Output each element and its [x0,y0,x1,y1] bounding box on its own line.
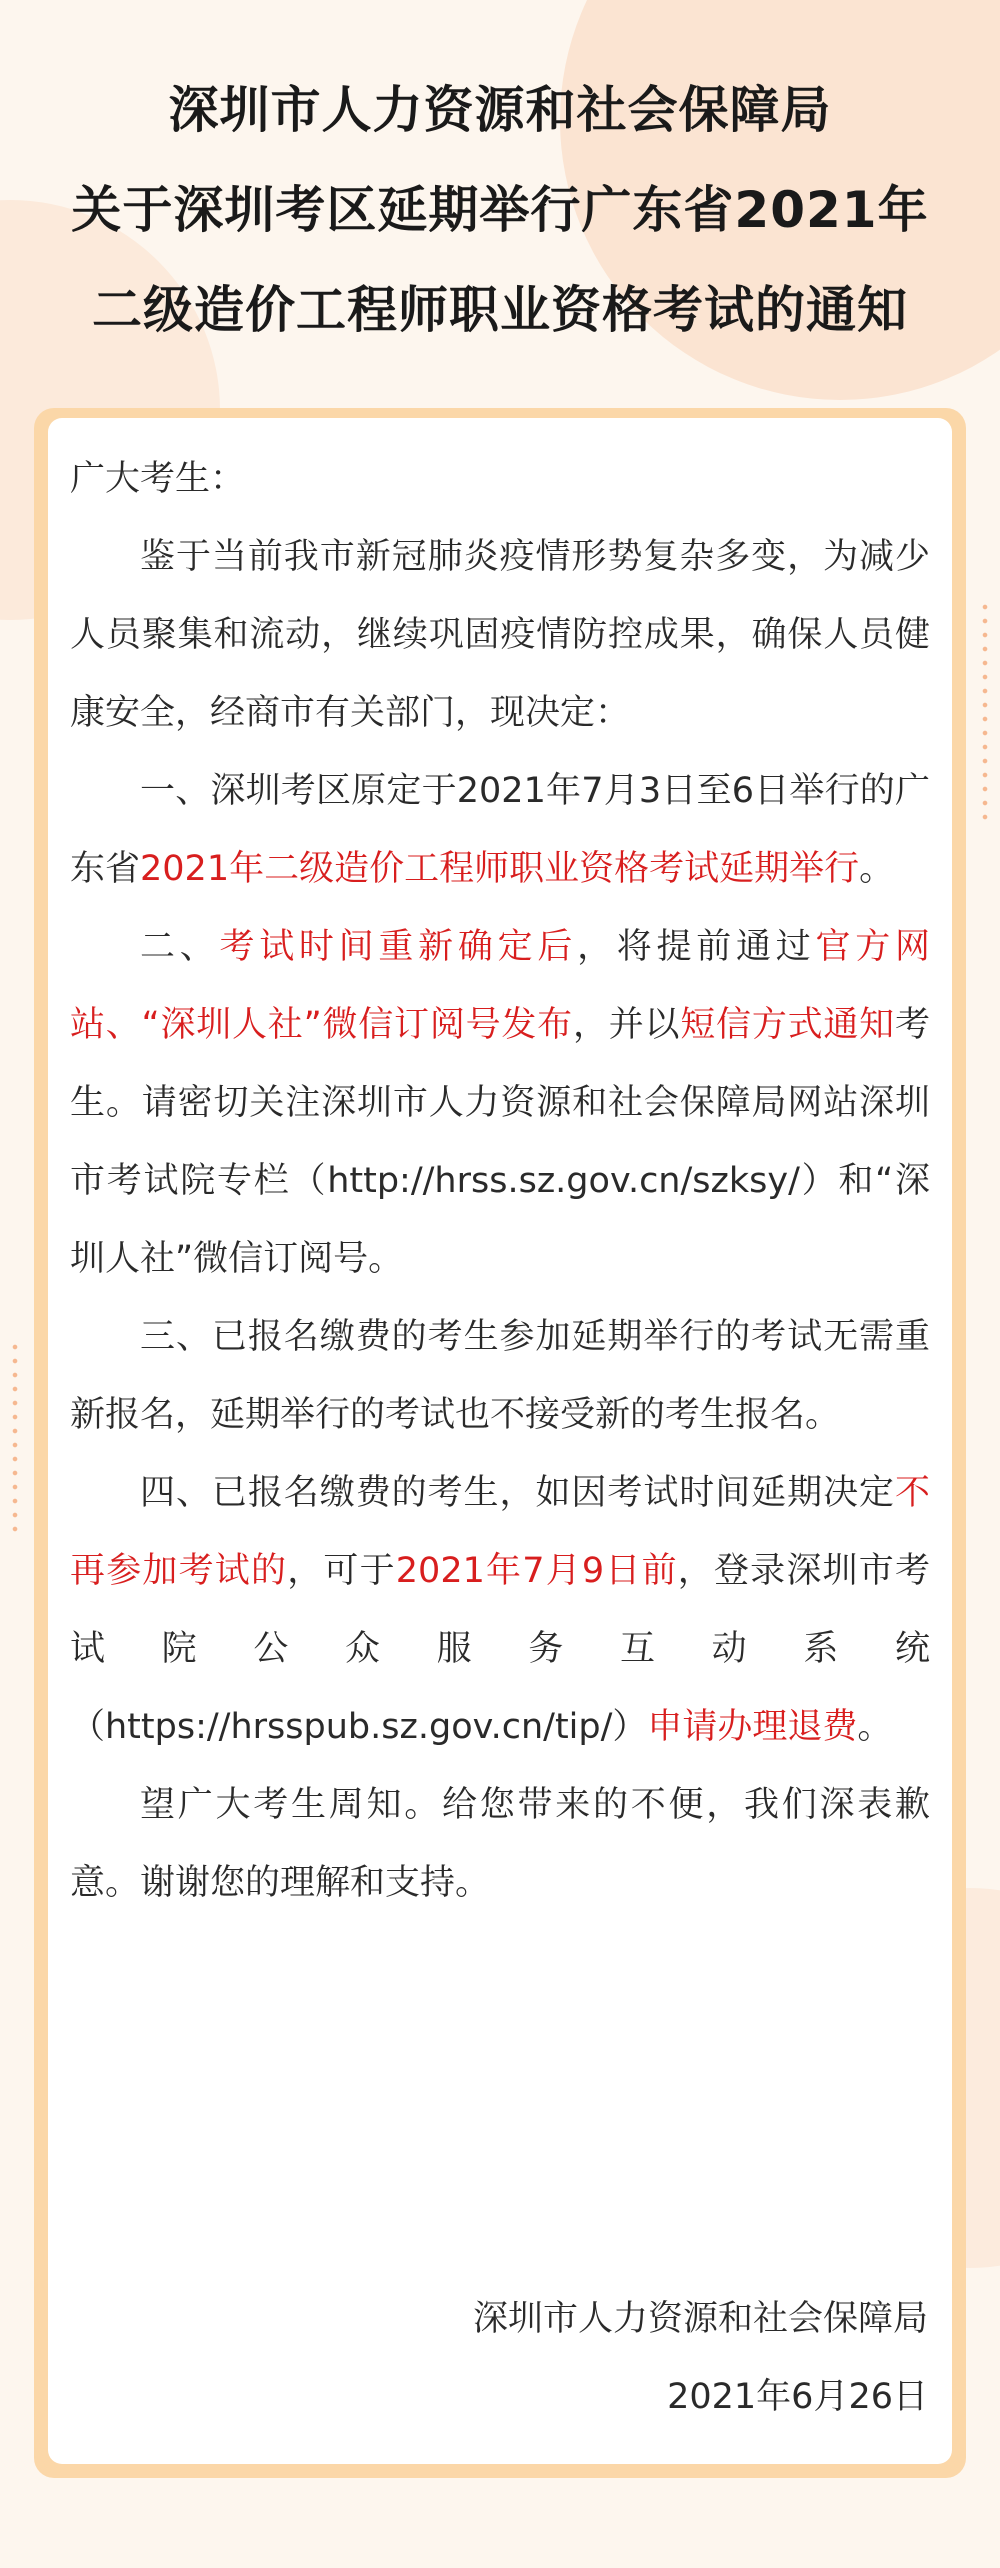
item-4-paragraph [70,1454,930,1766]
item-4-highlight: 申请办理退费 [647,1707,858,1747]
signature-block [473,2280,928,2436]
item-4-highlight: 2021年7月9日前 [395,1551,678,1591]
signature-date: 2021年6月26日 [667,2377,928,2417]
item-4-end: 。 [857,1707,893,1747]
item-1-end: 。 [859,849,895,889]
item-4-text: ，可于 [287,1551,396,1591]
title-line-2: 关于深圳考区延期举行广东省2021年 [71,181,929,239]
item-2-highlight: 考试时间重新确定后 [219,927,578,967]
item-4-text: ，登录深圳市考试院公众服务互动系统（https://hrsspub.sz.gov.cn/tip/） [70,1551,930,1747]
item-2-text: ，将提前通过 [577,927,816,967]
title-line-1: 深圳市人力资源和社会保障局 [168,81,832,139]
item-4-highlight: 不再参加考试的 [70,1473,930,1591]
notice-body [70,440,930,1922]
item-2-text: 二、 [140,927,220,967]
item-2-paragraph [70,908,930,1298]
item-1-text: 一、深圳考区原定于2021年7月3日至6日举行的广东省 [70,771,930,889]
item-2-text: 考生。请密切关注深圳市人力资源和社会保障局网站深圳市考试院专栏（http://hrss.sz.gov.cn/szksy/）和“深圳人社”微信订阅号。 [70,1005,930,1279]
item-1-paragraph [70,752,930,908]
item-4-text: 四、已报名缴费的考生，如因考试时间延期决定 [140,1473,895,1513]
intro-paragraph: 鉴于当前我市新冠肺炎疫情形势复杂多变，为减少人员聚集和流动，继续巩固疫情防控成果，确保人员健康安全，经商市有关部门，现决定： [70,537,930,733]
closing-paragraph: 望广大考生周知。给您带来的不便，我们深表歉意。谢谢您的理解和支持。 [70,1785,930,1903]
signature-org: 深圳市人力资源和社会保障局 [472,2299,928,2339]
dot-pattern-decoration [978,600,992,820]
item-2-text: ，并以 [572,1005,681,1045]
item-1-highlight: 2021年二级造价工程师职业资格考试延期举行 [140,849,860,889]
title-line-3: 二级造价工程师职业资格考试的通知 [92,281,908,339]
notice-title [0,60,1000,360]
item-2-highlight: 短信方式通知 [680,1005,895,1045]
dot-pattern-decoration [8,1340,22,1540]
salutation: 广大考生： [70,459,246,499]
item-3-paragraph: 三、已报名缴费的考生参加延期举行的考试无需重新报名，延期举行的考试也不接受新的考生报名。 [70,1317,930,1435]
item-2-highlight: 官方网站、“深圳人社”微信订阅号发布 [70,927,930,1045]
